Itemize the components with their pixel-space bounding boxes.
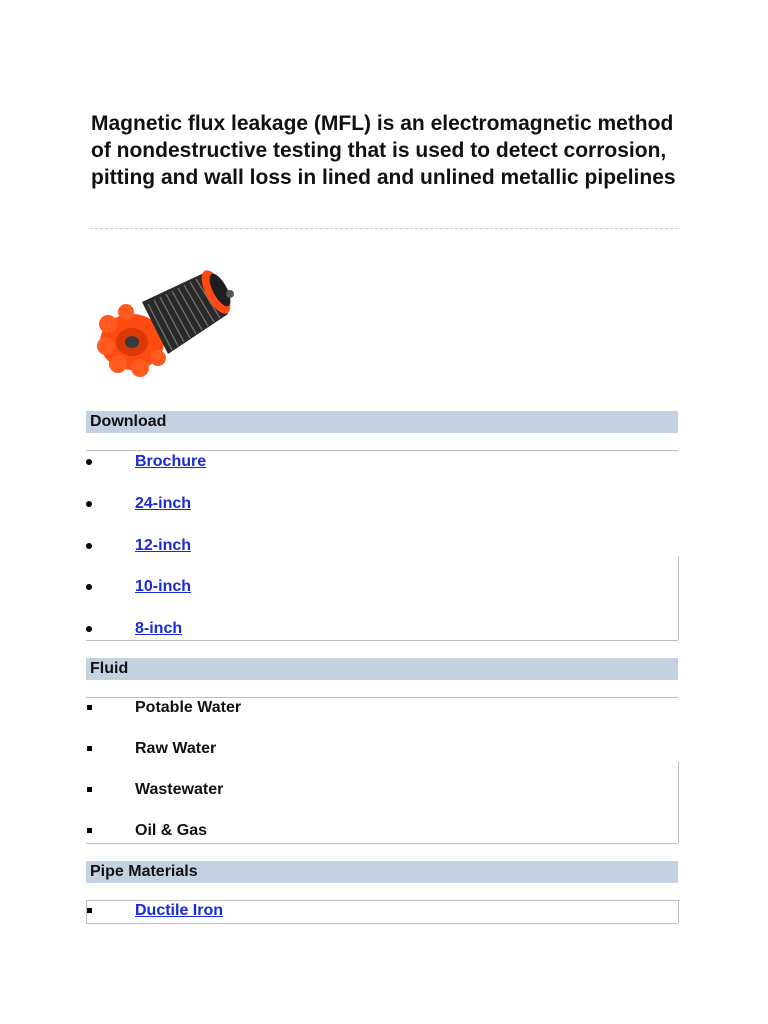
dashed-divider	[90, 228, 678, 229]
bullet-icon	[87, 908, 92, 913]
list-item	[86, 900, 678, 922]
fluid-item-label: Raw Water	[135, 740, 217, 757]
section-header-fluid: Fluid	[86, 658, 678, 680]
bullet-icon	[86, 543, 92, 549]
fluid-item-label: Potable Water	[135, 699, 242, 716]
bullet-icon	[87, 787, 92, 792]
link-24-inch[interactable]: 24-inch	[135, 495, 192, 512]
list-border-bottom	[86, 923, 678, 924]
list-item	[86, 493, 678, 515]
fluid-item-label: Wastewater	[135, 781, 224, 798]
pipeline-inspection-tool-icon	[96, 262, 236, 382]
list-item	[86, 535, 678, 557]
link-12-inch[interactable]: 12-inch	[135, 537, 192, 554]
bullet-icon	[86, 626, 92, 632]
list-border-right	[678, 762, 679, 843]
list-item	[86, 697, 678, 719]
bullet-icon	[87, 705, 92, 710]
bullet-icon	[86, 459, 92, 465]
list-item	[86, 779, 678, 801]
list-item	[86, 738, 678, 760]
bullet-icon	[86, 501, 92, 507]
section-header-pipe-materials: Pipe Materials	[86, 861, 678, 883]
bullet-icon	[87, 746, 92, 751]
fluid-item-label: Oil & Gas	[135, 822, 208, 839]
list-border-bottom	[86, 843, 678, 844]
page-title: Magnetic flux leakage (MFL) is an electromagnetic method of nondestructive testing that is used to detect corrosion, pitting and wall loss in lined and unlined metallic pipelines	[91, 112, 676, 189]
list-border-right	[678, 900, 679, 923]
list-item	[86, 618, 678, 640]
list-item	[86, 576, 678, 598]
link-8-inch[interactable]: 8-inch	[135, 620, 183, 637]
list-item	[86, 820, 678, 842]
list-border-bottom	[86, 640, 678, 641]
link-ductile-iron[interactable]: Ductile Iron	[135, 902, 224, 919]
section-header-download: Download	[86, 411, 678, 433]
list-item	[86, 451, 678, 473]
bullet-icon	[86, 584, 92, 590]
link-10-inch[interactable]: 10-inch	[135, 578, 192, 595]
list-border-right	[678, 556, 679, 640]
link-brochure[interactable]: Brochure	[135, 453, 207, 470]
bullet-icon	[87, 828, 92, 833]
